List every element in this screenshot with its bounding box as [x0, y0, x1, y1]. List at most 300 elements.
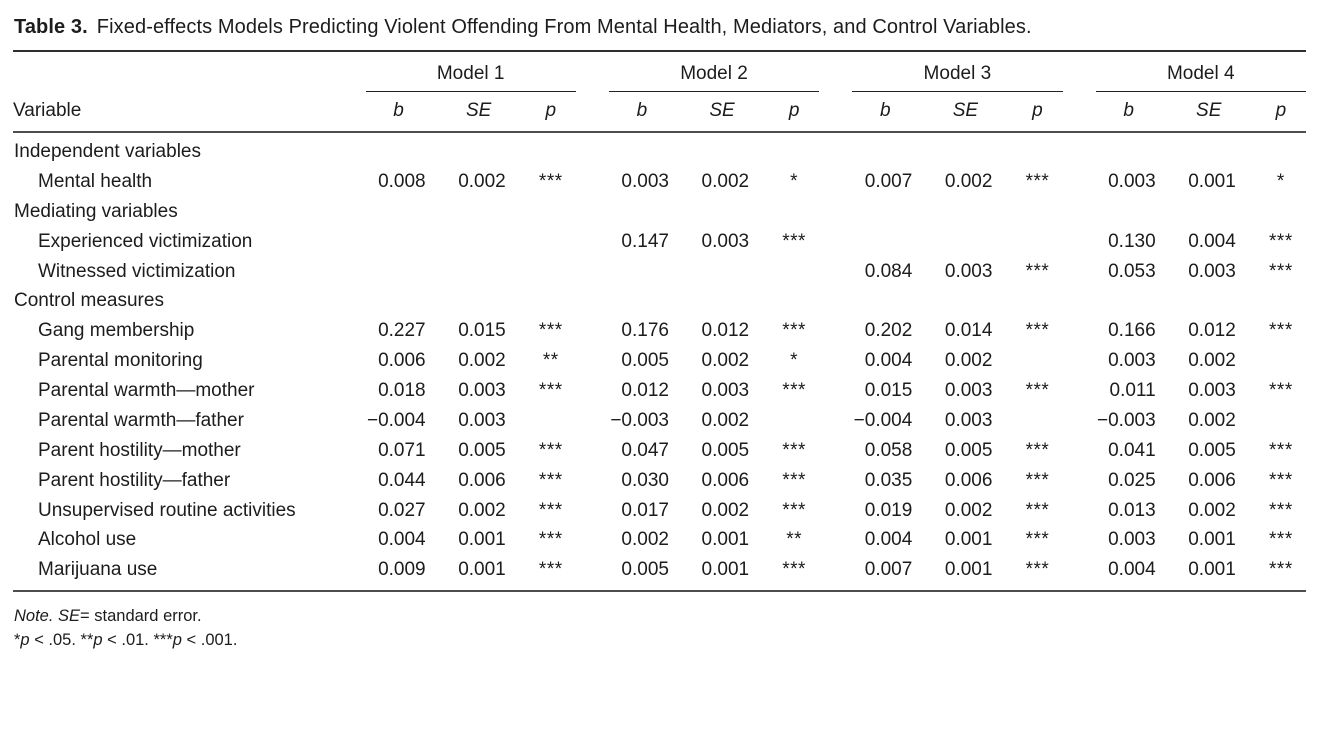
se-cell: 0.002	[1188, 409, 1236, 431]
column-gap	[1063, 555, 1096, 591]
b-cell: 0.004	[378, 529, 426, 551]
sig-cell: ***	[782, 439, 806, 461]
sig-cell	[1012, 406, 1062, 436]
b-cell	[1096, 197, 1176, 227]
b-cell: 0.130	[1108, 230, 1156, 252]
sig-cell: ***	[538, 499, 563, 521]
se-cell	[689, 197, 769, 227]
b-column-header: b	[609, 92, 689, 133]
sig-threshold: < .001.	[181, 630, 238, 649]
variable-label: Alcohol use	[38, 529, 137, 551]
sig-cell	[526, 226, 576, 256]
section-label: Mediating variables	[14, 200, 178, 222]
sig-cell	[1012, 346, 1062, 376]
sig-cell: ***	[1269, 499, 1293, 521]
b-cell: 0.166	[1108, 320, 1156, 342]
sig-cell: ***	[782, 320, 806, 342]
column-gap	[819, 167, 852, 197]
column-gap	[819, 436, 852, 466]
b-cell	[1096, 286, 1176, 316]
column-gap	[819, 256, 852, 286]
sig-threshold: < .01.	[102, 630, 154, 649]
se-cell	[932, 286, 1012, 316]
b-cell: 0.147	[621, 230, 669, 252]
p-column-header: p	[1256, 92, 1306, 133]
se-cell: 0.003	[701, 230, 750, 252]
sig-cell: ***	[1269, 529, 1293, 551]
column-gap	[819, 376, 852, 406]
b-cell: 0.007	[852, 555, 932, 591]
se-cell	[1176, 286, 1256, 316]
stat-header-row	[13, 92, 1306, 133]
se-cell: 0.003	[944, 380, 993, 401]
column-gap	[819, 346, 852, 376]
column-gap	[576, 132, 609, 167]
b-cell	[852, 286, 932, 316]
section-row	[13, 132, 1306, 167]
se-cell: 0.002	[944, 170, 993, 192]
column-gap	[1063, 132, 1096, 167]
sig-cell: ***	[538, 320, 563, 342]
b-cell: 0.071	[378, 439, 426, 461]
variable-label: Unsupervised routine activities	[38, 499, 296, 521]
table-row	[13, 465, 1306, 495]
se-cell: 0.003	[458, 380, 506, 401]
column-gap	[576, 197, 609, 227]
sig-cell: ***	[1025, 320, 1050, 342]
model-3-header: Model 3	[852, 51, 1062, 92]
column-gap	[1063, 226, 1096, 256]
table-note	[14, 605, 1306, 628]
se-cell	[446, 226, 526, 256]
b-cell: −0.003	[1097, 409, 1156, 431]
se-cell: 0.002	[458, 170, 506, 192]
b-cell: 0.007	[864, 170, 913, 192]
sig-cell: ***	[1269, 380, 1293, 401]
sig-cell	[1012, 197, 1062, 227]
column-gap	[576, 167, 609, 197]
b-cell: 0.008	[378, 170, 426, 192]
column-gap	[1063, 465, 1096, 495]
se-cell	[446, 286, 526, 316]
section-row	[13, 286, 1306, 316]
se-cell: 0.012	[1188, 320, 1236, 342]
se-abbrev: SE	[58, 606, 81, 625]
sig-cell: ***	[1025, 469, 1050, 491]
variable-label: Parental warmth—father	[38, 409, 244, 431]
b-cell: 0.005	[609, 555, 689, 591]
p-symbol: p	[93, 630, 103, 649]
b-cell: 0.004	[864, 350, 913, 372]
b-cell	[852, 197, 932, 227]
sig-cell: ***	[538, 439, 563, 461]
variable-label: Parent hostility—father	[38, 469, 231, 491]
sig-cell: ***	[1012, 555, 1062, 591]
b-cell	[1096, 132, 1176, 167]
sig-cell: ***	[1256, 555, 1306, 591]
column-gap	[576, 495, 609, 525]
b-cell	[852, 226, 932, 256]
table-caption: Fixed-effects Models Predicting Violent Offending From Mental Health, Mediators, and Control Variables.	[96, 16, 1032, 38]
sig-cell	[769, 132, 819, 167]
variable-label: Mental health	[38, 170, 153, 192]
column-gap	[576, 465, 609, 495]
column-gap	[1063, 51, 1096, 92]
se-cell: 0.005	[458, 439, 506, 461]
se-cell	[446, 256, 526, 286]
b-cell: 0.084	[864, 260, 913, 282]
b-column-header: b	[366, 92, 446, 133]
se-cell: 0.001	[944, 529, 993, 551]
column-gap	[1063, 436, 1096, 466]
table-row	[13, 346, 1306, 376]
b-cell: 0.004	[1096, 555, 1176, 591]
se-cell: 0.002	[701, 409, 750, 431]
b-cell	[366, 226, 446, 256]
column-gap	[819, 406, 852, 436]
column-gap	[576, 406, 609, 436]
column-gap	[1063, 525, 1096, 555]
column-gap	[819, 316, 852, 346]
column-gap	[819, 197, 852, 227]
b-cell: 0.004	[864, 529, 913, 551]
sig-cell: ***	[1025, 170, 1050, 192]
sig-cell: **	[786, 529, 803, 551]
sig-cell	[769, 286, 819, 316]
sig-cell: ***	[1269, 230, 1293, 252]
se-cell: 0.002	[944, 499, 993, 521]
se-column-header: SE	[932, 92, 1012, 133]
se-cell: 0.004	[1188, 230, 1236, 252]
table-row	[13, 256, 1306, 286]
b-cell: 0.002	[621, 529, 669, 551]
se-cell: 0.006	[1188, 469, 1236, 491]
sig-cell: *	[1276, 170, 1285, 192]
sig-cell	[1256, 132, 1306, 167]
se-cell: 0.012	[701, 320, 750, 342]
column-gap	[1063, 316, 1096, 346]
column-gap	[576, 286, 609, 316]
sig-cell	[1256, 197, 1306, 227]
sig-cell	[769, 256, 819, 286]
sig-cell: ***	[538, 529, 563, 551]
sig-cell: ***	[782, 469, 806, 491]
se-column-header: SE	[1176, 92, 1256, 133]
b-cell: 0.017	[621, 499, 669, 521]
p-column-header: p	[526, 92, 576, 133]
b-cell: 0.003	[1108, 350, 1156, 372]
column-gap	[576, 555, 609, 591]
table-body	[13, 132, 1306, 591]
se-cell: 0.002	[458, 499, 506, 521]
b-cell: 0.041	[1108, 439, 1156, 461]
b-cell: 0.003	[621, 170, 669, 192]
sig-stars: ***	[153, 630, 173, 649]
variable-label: Parent hostility—mother	[38, 439, 241, 461]
variable-label: Gang membership	[38, 320, 195, 342]
b-cell: 0.013	[1108, 499, 1156, 521]
model-1-header: Model 1	[366, 51, 576, 92]
column-gap	[576, 436, 609, 466]
sig-stars: **	[80, 630, 94, 649]
b-cell: 0.015	[864, 380, 913, 401]
se-cell: 0.001	[1176, 555, 1256, 591]
table-number: Table 3.	[14, 16, 88, 38]
column-gap	[819, 226, 852, 256]
b-cell	[366, 256, 446, 286]
sig-cell: ***	[538, 170, 563, 192]
sig-cell: ***	[782, 230, 806, 252]
b-cell: −0.003	[610, 409, 669, 431]
se-cell: 0.006	[458, 469, 506, 491]
b-cell: 0.003	[1108, 529, 1156, 551]
sig-cell	[1012, 286, 1062, 316]
sig-cell: ***	[538, 469, 563, 491]
p-symbol: p	[172, 630, 182, 649]
variable-column-header: Variable	[13, 92, 366, 133]
se-cell: 0.002	[1188, 350, 1236, 372]
sig-cell	[526, 286, 576, 316]
column-gap	[819, 525, 852, 555]
variable-label: Marijuana use	[13, 555, 366, 591]
se-cell	[932, 132, 1012, 167]
sig-cell: ***	[1269, 260, 1293, 282]
b-cell: 0.227	[378, 320, 426, 342]
se-cell	[689, 256, 769, 286]
b-cell: −0.004	[853, 409, 913, 431]
b-cell: 0.005	[621, 350, 669, 372]
model-2-header: Model 2	[609, 51, 819, 92]
column-gap	[576, 92, 609, 133]
p-symbol: p	[20, 630, 30, 649]
se-cell: 0.002	[458, 350, 506, 372]
b-cell	[609, 197, 689, 227]
variable-label: Parental monitoring	[38, 350, 203, 372]
sig-cell: ***	[1025, 499, 1050, 521]
column-gap	[819, 495, 852, 525]
fixed-effects-table	[13, 50, 1306, 592]
se-cell: 0.005	[701, 439, 750, 461]
b-column-header: b	[852, 92, 932, 133]
b-cell: 0.009	[366, 555, 446, 591]
sig-cell	[1256, 286, 1306, 316]
b-cell: 0.006	[378, 350, 426, 372]
sig-cell	[1256, 346, 1306, 376]
se-cell: 0.002	[701, 350, 750, 372]
se-cell: 0.003	[944, 409, 993, 431]
se-cell: 0.003	[701, 380, 750, 401]
b-cell: 0.176	[621, 320, 669, 342]
b-cell	[609, 256, 689, 286]
sig-cell: ***	[769, 555, 819, 591]
sig-cell: ***	[782, 499, 806, 521]
sig-stars: *	[14, 630, 21, 649]
sig-cell: ***	[526, 555, 576, 591]
se-cell: 0.002	[944, 350, 993, 372]
b-cell: 0.047	[621, 439, 669, 461]
sig-cell: ***	[538, 380, 563, 401]
table-row	[13, 167, 1306, 197]
b-cell: 0.044	[378, 469, 426, 491]
sig-cell: ***	[1025, 529, 1050, 551]
column-gap	[819, 465, 852, 495]
table-row	[13, 555, 1306, 591]
model-header-row	[13, 51, 1306, 92]
b-cell: −0.004	[366, 409, 426, 431]
b-cell: 0.030	[621, 469, 669, 491]
sig-cell	[526, 406, 576, 436]
table-row	[13, 436, 1306, 466]
se-column-header: SE	[689, 92, 769, 133]
spacer-cell	[13, 51, 366, 92]
column-gap	[1063, 167, 1096, 197]
sig-cell	[526, 197, 576, 227]
sig-cell	[769, 197, 819, 227]
se-cell: 0.001	[446, 555, 526, 591]
variable-label: Experienced victimization	[38, 230, 253, 252]
sig-cell: **	[542, 350, 559, 372]
column-gap	[576, 346, 609, 376]
table-row	[13, 226, 1306, 256]
se-cell: 0.002	[701, 499, 750, 521]
se-cell	[932, 226, 1012, 256]
column-gap	[1063, 92, 1096, 133]
column-gap	[576, 376, 609, 406]
se-cell: 0.015	[458, 320, 506, 342]
se-cell: 0.005	[1188, 439, 1236, 461]
se-cell	[446, 197, 526, 227]
se-cell: 0.002	[701, 170, 750, 192]
note-label: Note.	[14, 606, 54, 625]
se-cell	[932, 197, 1012, 227]
column-gap	[819, 555, 852, 591]
b-column-header: b	[1096, 92, 1176, 133]
column-gap	[819, 51, 852, 92]
b-cell: 0.025	[1108, 469, 1156, 491]
se-column-header: SE	[446, 92, 526, 133]
se-cell	[689, 286, 769, 316]
sig-cell: ***	[1025, 260, 1050, 282]
column-gap	[1063, 197, 1096, 227]
sig-cell: ***	[782, 380, 806, 401]
table-row	[13, 376, 1306, 406]
sig-cell	[1012, 132, 1062, 167]
sig-cell: *	[790, 170, 799, 192]
sig-cell	[526, 256, 576, 286]
sig-cell	[769, 406, 819, 436]
se-cell: 0.003	[944, 260, 993, 282]
column-gap	[576, 226, 609, 256]
table-row	[13, 525, 1306, 555]
b-cell	[609, 132, 689, 167]
se-cell	[689, 132, 769, 167]
b-cell: 0.019	[864, 499, 913, 521]
sig-cell: ***	[1025, 380, 1050, 401]
se-cell: 0.003	[1188, 260, 1236, 282]
se-cell: 0.003	[1188, 380, 1236, 401]
column-gap	[819, 92, 852, 133]
se-cell: 0.001	[1188, 529, 1236, 551]
b-cell	[366, 197, 446, 227]
se-cell: 0.001	[458, 529, 506, 551]
column-gap	[1063, 406, 1096, 436]
b-cell: 0.027	[378, 499, 426, 521]
p-column-header: p	[769, 92, 819, 133]
table-row	[13, 495, 1306, 525]
sig-cell	[1256, 406, 1306, 436]
section-label: Control measures	[14, 290, 164, 312]
se-cell: 0.014	[944, 320, 993, 342]
column-gap	[576, 316, 609, 346]
b-cell: 0.012	[621, 380, 669, 401]
table-row	[13, 316, 1306, 346]
sig-cell: ***	[1269, 469, 1293, 491]
model-4-header: Model 4	[1096, 51, 1306, 92]
column-gap	[1063, 286, 1096, 316]
se-cell: 0.006	[944, 469, 993, 491]
b-cell	[852, 132, 932, 167]
sig-cell	[526, 132, 576, 167]
b-cell: 0.003	[1108, 170, 1156, 192]
note-text: = standard error.	[80, 606, 202, 625]
se-cell: 0.001	[689, 555, 769, 591]
b-cell: 0.202	[864, 320, 913, 342]
se-cell: 0.006	[701, 469, 750, 491]
sig-cell: *	[790, 350, 799, 372]
se-cell	[1176, 197, 1256, 227]
section-row	[13, 197, 1306, 227]
b-cell	[366, 286, 446, 316]
se-cell: 0.001	[1188, 170, 1236, 192]
b-cell: 0.011	[1109, 380, 1156, 401]
table-row	[13, 406, 1306, 436]
b-cell: 0.053	[1108, 260, 1156, 282]
se-cell: 0.005	[944, 439, 993, 461]
variable-label: Witnessed victimization	[38, 260, 236, 282]
sig-threshold: < .05.	[29, 630, 81, 649]
column-gap	[1063, 256, 1096, 286]
column-gap	[1063, 495, 1096, 525]
b-cell: 0.018	[378, 380, 426, 401]
variable-label: Parental warmth—mother	[38, 380, 255, 401]
se-cell	[1176, 132, 1256, 167]
b-cell	[366, 132, 446, 167]
column-gap	[1063, 346, 1096, 376]
sig-cell: ***	[1269, 439, 1293, 461]
column-gap	[1063, 376, 1096, 406]
b-cell: 0.035	[864, 469, 913, 491]
p-column-header: p	[1012, 92, 1062, 133]
column-gap	[576, 51, 609, 92]
sig-cell: ***	[1269, 320, 1293, 342]
sig-cell	[1012, 226, 1062, 256]
column-gap	[576, 256, 609, 286]
se-cell: 0.001	[701, 529, 750, 551]
b-cell	[609, 286, 689, 316]
se-cell: 0.002	[1188, 499, 1236, 521]
column-gap	[576, 525, 609, 555]
b-cell: 0.058	[864, 439, 913, 461]
se-cell: 0.003	[458, 409, 506, 431]
se-cell	[446, 132, 526, 167]
section-label: Independent variables	[14, 141, 201, 162]
column-gap	[819, 132, 852, 167]
table-title	[14, 14, 1306, 40]
sig-cell: ***	[1025, 439, 1050, 461]
significance-note	[14, 629, 1306, 652]
column-gap	[819, 286, 852, 316]
se-cell: 0.001	[932, 555, 1012, 591]
